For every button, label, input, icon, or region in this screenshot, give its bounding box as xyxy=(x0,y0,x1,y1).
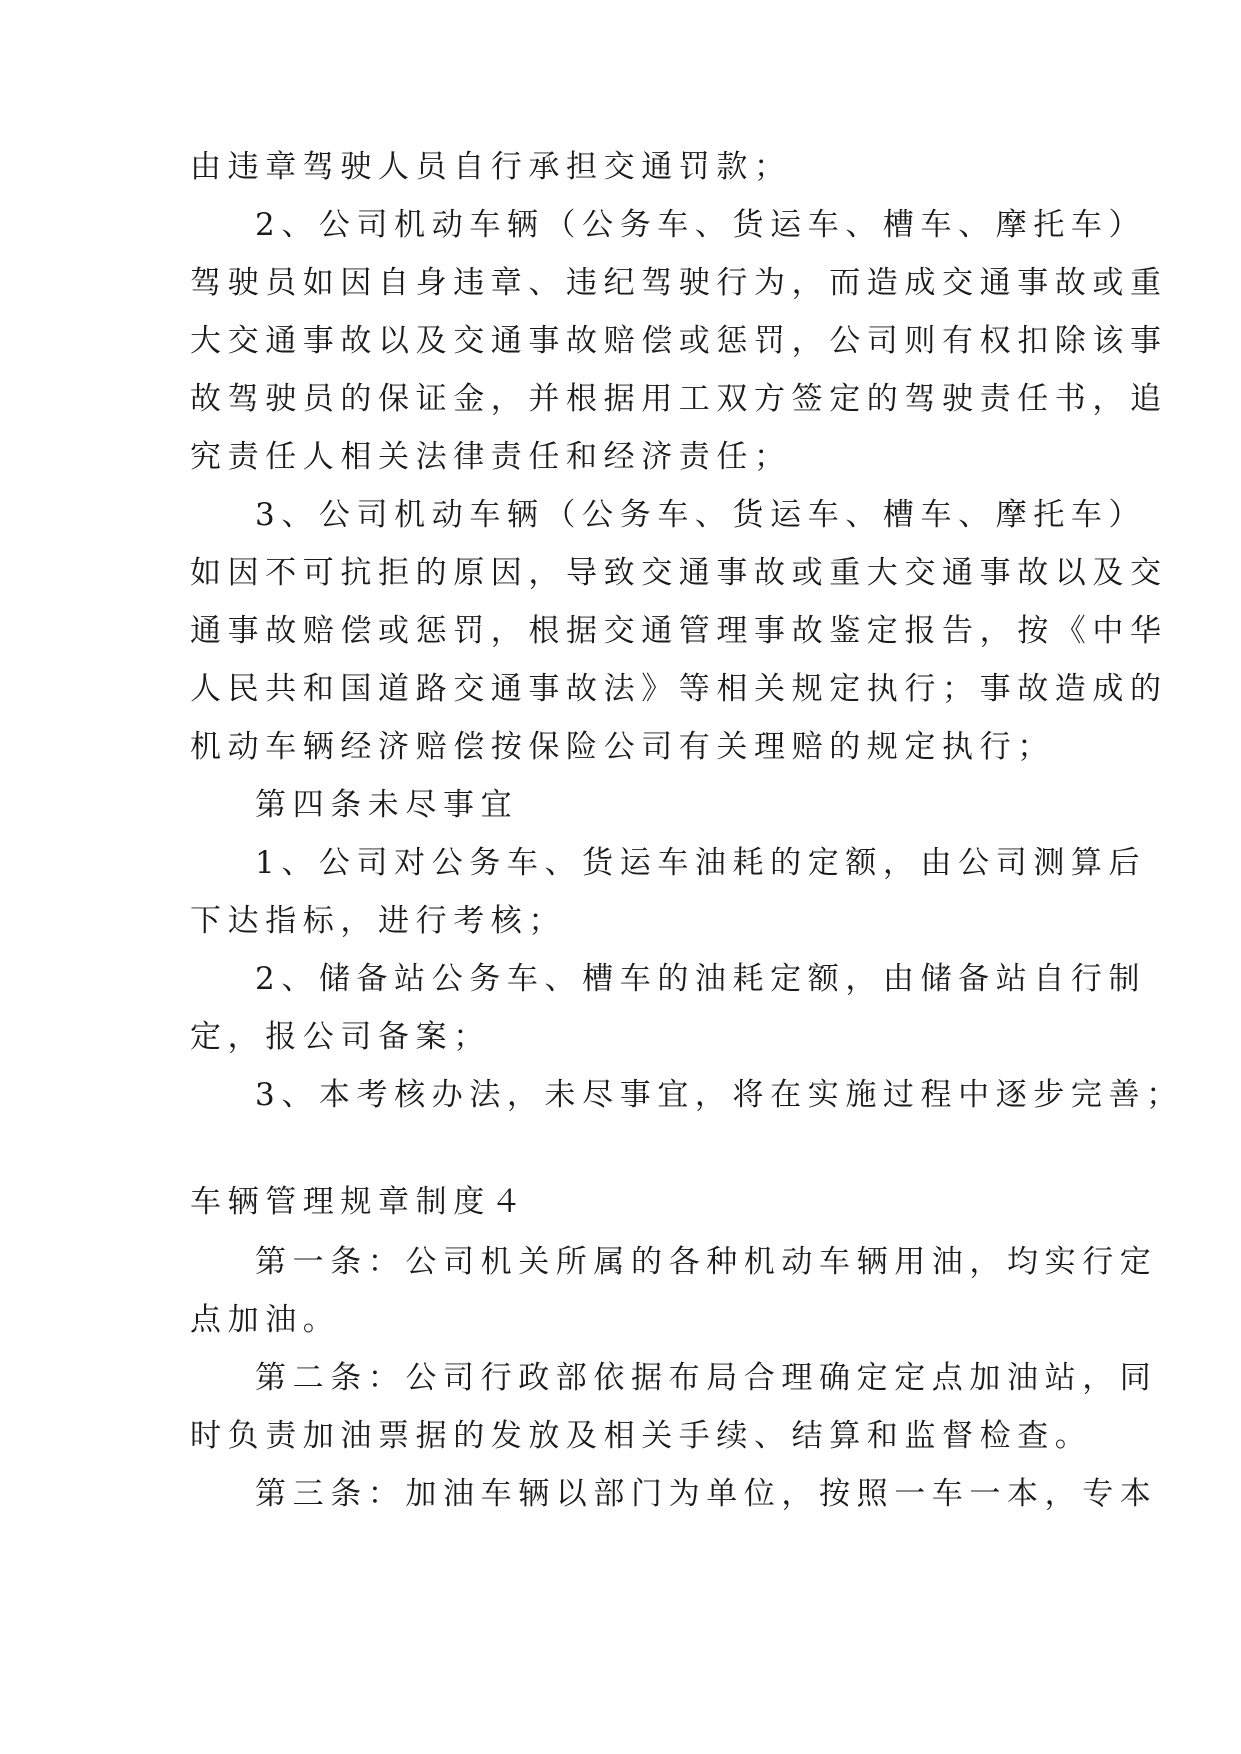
text-line: 3、本考核办法，未尽事宜，将在实施过程中逐步完善； xyxy=(255,1077,1184,1113)
text-line: 3、公司机动车辆（公务车、货运车、槽车、摩托车） xyxy=(255,497,1147,533)
text-line: 机动车辆经济赔偿按保险公司有关理赔的规定执行； xyxy=(190,729,1055,765)
text-line: 点加油。 xyxy=(190,1302,341,1338)
text-line: 大交通事故以及交通事故赔偿或惩罚，公司则有权扣除该事 xyxy=(190,323,1168,359)
text-line: 究责任人相关法律责任和经济责任； xyxy=(190,439,792,475)
text-line: 第一条：公司机关所属的各种机动车辆用油，均实行定 xyxy=(255,1244,1158,1280)
text-line: 2、储备站公务车、槽车的油耗定额，由储备站自行制 xyxy=(255,961,1147,997)
text-line: 时负责加油票据的发放及相关手续、结算和监督检查。 xyxy=(190,1418,1093,1454)
text-line: 下达指标，进行考核； xyxy=(190,903,566,939)
text-line: 1、公司对公务车、货运车油耗的定额，由公司测算后 xyxy=(255,845,1147,881)
text-line: 定，报公司备案； xyxy=(190,1019,491,1055)
text-line: 故驾驶员的保证金，并根据用工双方签定的驾驶责任书，追 xyxy=(190,381,1168,417)
text-line: 由违章驾驶人员自行承担交通罚款； xyxy=(190,149,792,185)
section-heading: 第四条未尽事宜 xyxy=(255,787,519,823)
text-line: 如因不可抗拒的原因，导致交通事故或重大交通事故以及交 xyxy=(190,555,1168,591)
document-title: 车辆管理规章制度４ xyxy=(190,1184,529,1220)
text-line: 第二条：公司行政部依据布局合理确定定点加油站，同 xyxy=(255,1360,1158,1396)
text-line: 人民共和国道路交通事故法》等相关规定执行；事故造成的 xyxy=(190,671,1168,707)
text-line: 第三条：加油车辆以部门为单位，按照一车一本，专本 xyxy=(255,1476,1158,1512)
text-line: 通事故赔偿或惩罚，根据交通管理事故鉴定报告，按《中华 xyxy=(190,613,1168,649)
text-line: 驾驶员如因自身违章、违纪驾驶行为，而造成交通事故或重 xyxy=(190,265,1168,301)
text-line: 2、公司机动车辆（公务车、货运车、槽车、摩托车） xyxy=(255,207,1147,243)
